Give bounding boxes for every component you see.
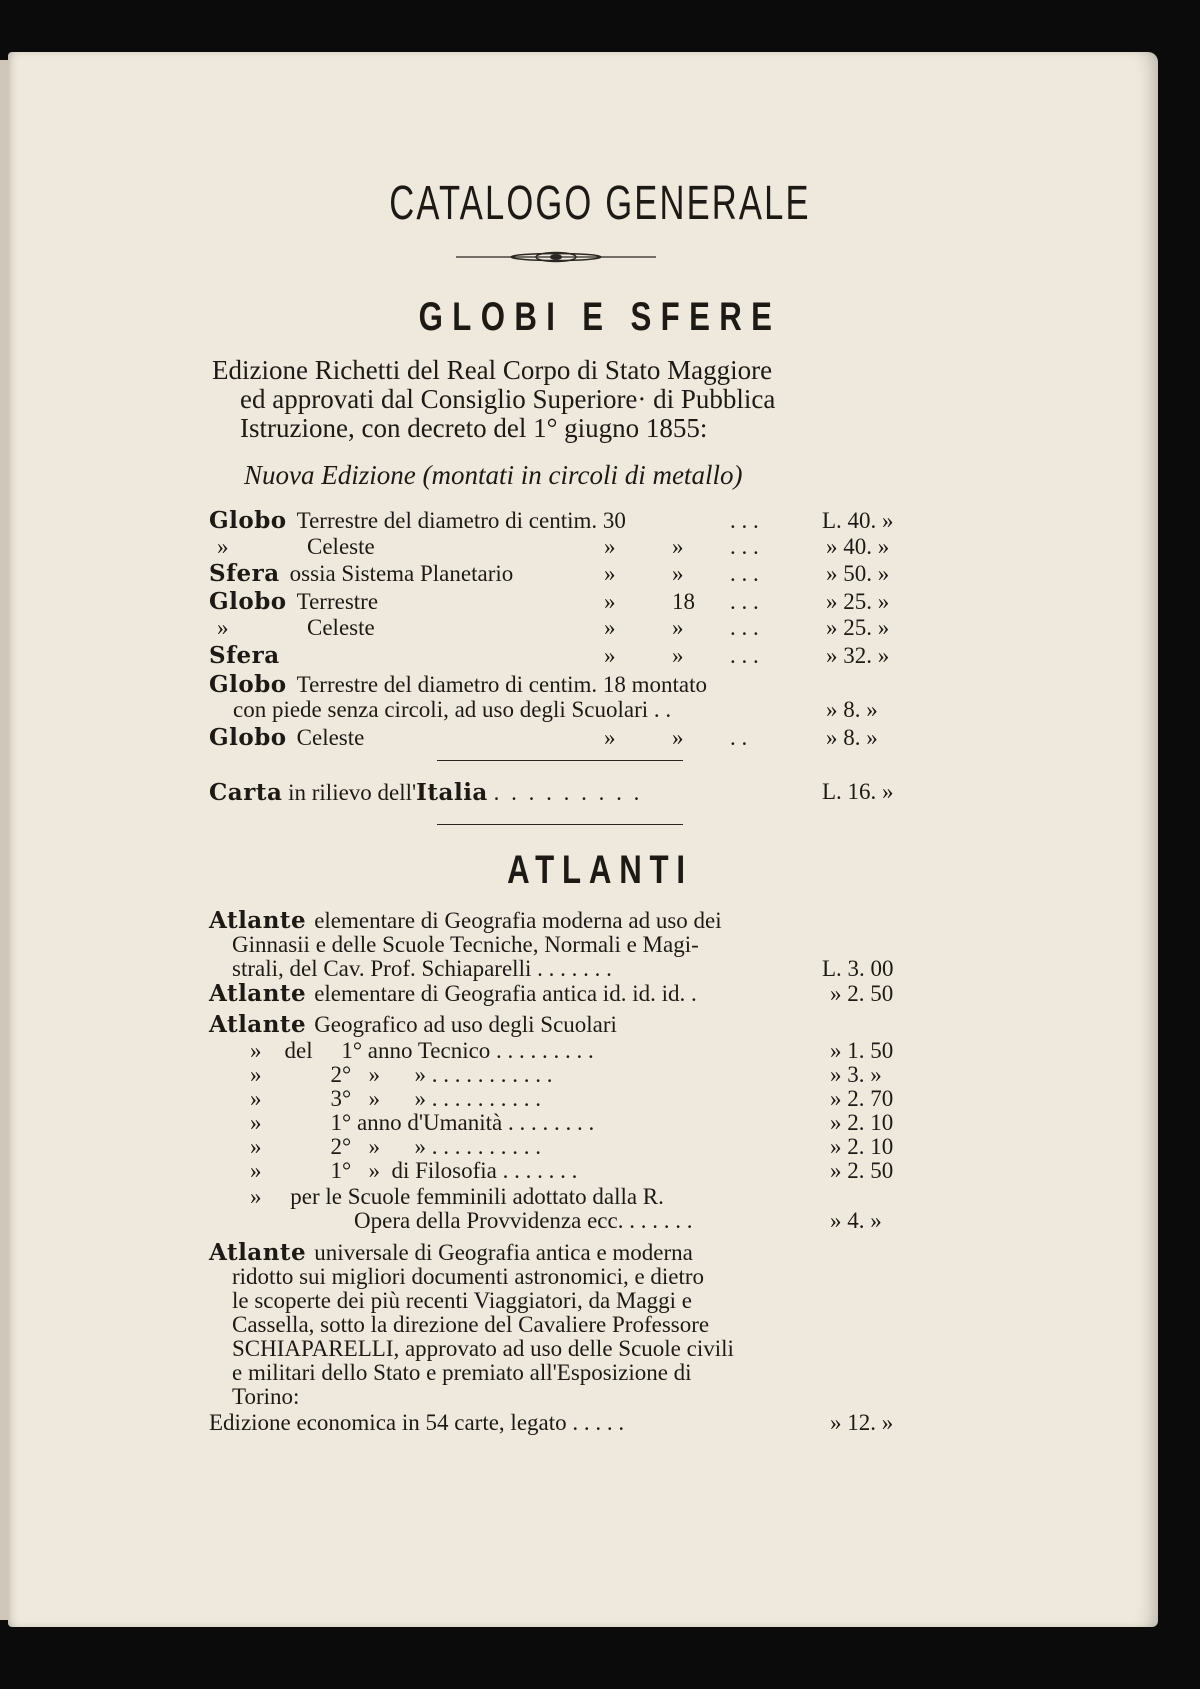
ditto-mark: » [604, 615, 616, 640]
ditto-mark: » [604, 725, 616, 750]
entry-text: Ginnasii e delle Scuole Tecniche, Normali e Magi- [232, 932, 699, 957]
atlanti-line [250, 1038, 594, 1064]
leader-dots: . . . [730, 534, 759, 559]
atlanti-line [209, 1240, 693, 1266]
entry-price: » 3. » [830, 1062, 882, 1087]
entry-text: universale di Geografia antica e moderna [314, 1240, 693, 1265]
globi-entry [209, 615, 375, 641]
globi-entry [209, 697, 671, 723]
atlanti-line [232, 1264, 704, 1290]
entry-text: e militari dello Stato e premiato all'Esposizione di [232, 1360, 692, 1385]
atlanti-line [232, 956, 612, 982]
entry-name: Sfera [209, 642, 280, 669]
entry-text: ridotto sui migliori documenti astronomici, e dietro [232, 1264, 705, 1289]
entry-price: » 25. » [826, 615, 890, 640]
entry-desc: Celeste [307, 615, 375, 640]
atlanti-line [232, 932, 699, 958]
entry-name: » [217, 534, 229, 559]
entry-price: L. 3. 00 [822, 956, 894, 981]
atlanti-line [209, 981, 697, 1007]
carta-entry [209, 780, 642, 806]
entry-text: Opera della Provvidenza ecc. . . . . . . [354, 1208, 693, 1233]
entry-desc: Terrestre del diametro di centim. 18 montato [296, 672, 707, 697]
atlanti-line [354, 1208, 692, 1234]
entry-text: » del 1° anno Tecnico . . . . . . . . . [250, 1038, 594, 1063]
entry-text: SCHIAPARELLI, approvato ad uso delle Scuole civili [232, 1336, 734, 1361]
entry-text: strali, del Cav. Prof. Schiaparelli . . . . . . . [232, 956, 612, 981]
globi-entry [209, 672, 707, 698]
divider [437, 760, 683, 761]
entry-size: » [672, 561, 684, 586]
leader-dots: . . . [730, 589, 759, 614]
atlanti-line [250, 1184, 664, 1210]
entry-text: » 2° » » . . . . . . . . . . [250, 1134, 541, 1159]
entry-text: Cassella, sotto la direzione del Cavaliere Professore [232, 1312, 710, 1337]
ditto-mark: » [604, 534, 616, 559]
atlanti-line [250, 1158, 577, 1184]
entry-size: » [672, 534, 684, 559]
entry-name: Globo [209, 724, 287, 751]
entry-price: » 40. » [826, 534, 890, 559]
entry-desc: Celeste [307, 534, 375, 559]
entry-text: Torino: [232, 1384, 300, 1409]
entry-text: le scoperte dei più recenti Viaggiatori, da Maggi e [232, 1288, 692, 1313]
entry-name: Carta [209, 779, 283, 806]
globi-entry [209, 589, 378, 615]
entry-size: » [672, 643, 684, 668]
globi-entry [209, 643, 290, 669]
ditto-mark: » [604, 643, 616, 668]
entry-desc: Terrestre del diametro di centim. 30 [296, 508, 626, 533]
ornament-divider-icon [456, 250, 656, 264]
entry-price: » 2. 50 [830, 1158, 894, 1183]
intro-line: Edizione Richetti del Real Corpo di Stato Maggiore [212, 355, 773, 385]
entry-desc: Terrestre [296, 589, 379, 614]
atlanti-line [209, 1410, 624, 1436]
entry-size: 18 [672, 589, 695, 614]
entry-price: » 1. 50 [830, 1038, 894, 1063]
entry-name: Atlante [209, 907, 307, 934]
entry-name: Globo [209, 507, 287, 534]
entry-name: Globo [209, 671, 287, 698]
atlanti-line [232, 1312, 709, 1338]
entry-desc: Celeste [296, 725, 365, 750]
entry-name: Atlante [209, 980, 307, 1007]
catalog-title: CATALOGO GENERALE [389, 177, 811, 230]
atlanti-line [250, 1110, 594, 1136]
section-heading-atlanti: ATLANTI [507, 848, 693, 892]
divider [437, 824, 683, 825]
leader-dots: . . [730, 725, 748, 750]
entry-price: » 32. » [826, 643, 890, 668]
entry-text: » 1° » di Filosofia . . . . . . . [250, 1158, 578, 1183]
globi-entry [209, 725, 364, 751]
catalog-page [8, 52, 1158, 1627]
entry-price: » 2. 50 [830, 981, 894, 1006]
globi-entry [209, 561, 513, 587]
entry-price: » 2. 10 [830, 1134, 894, 1159]
section-heading-globi: GLOBI E SFERE [418, 295, 782, 339]
leader-dots: . . . . . . . . . [493, 780, 643, 805]
ditto-mark: » [604, 561, 616, 586]
entry-text: » 3° » » . . . . . . . . . . [250, 1086, 541, 1111]
entry-text: » 1° anno d'Umanità . . . . . . . . [250, 1110, 595, 1135]
leader-dots: . . . [730, 508, 759, 533]
entry-price: » 8. » [826, 697, 878, 722]
leader-dots: . . . [730, 643, 759, 668]
intro-line: Istruzione, con decreto del 1° giugno 1855: [240, 413, 708, 443]
atlanti-line [209, 1012, 617, 1038]
globi-entry [209, 534, 375, 560]
atlanti-line [250, 1062, 552, 1088]
entry-size: » [672, 725, 684, 750]
carta-price: L. 16. » [822, 779, 894, 804]
entry-price: » 25. » [826, 589, 890, 614]
entry-size: » [672, 615, 684, 640]
entry-price: » 4. » [830, 1208, 882, 1233]
leader-dots: . . . [730, 561, 759, 586]
atlanti-line [232, 1288, 692, 1314]
ditto-mark: » [604, 589, 616, 614]
entry-name: Sfera [209, 560, 280, 587]
atlanti-line [232, 1384, 299, 1410]
globi-entry [209, 508, 626, 534]
entry-price: L. 40. » [822, 508, 894, 533]
entry-desc: in rilievo dell' [288, 780, 417, 805]
leader-dots: . . . [730, 615, 759, 640]
entry-price: » 2. 70 [830, 1086, 894, 1111]
entry-price: » 2. 10 [830, 1110, 894, 1135]
entry-text: » 2° » » . . . . . . . . . . . [250, 1062, 553, 1087]
entry-name: » [217, 615, 229, 640]
entry-text: elementare di Geografia moderna ad uso dei [314, 908, 722, 933]
entry-text: Geografico ad uso degli Scuolari [314, 1012, 617, 1037]
entry-text: elementare di Geografia antica id. id. id. . [314, 981, 697, 1006]
entry-price: » 12. » [830, 1410, 894, 1435]
entry-name: Atlante [209, 1239, 307, 1266]
atlanti-line [232, 1336, 734, 1362]
entry-price: » 50. » [826, 561, 890, 586]
atlanti-line [209, 908, 722, 934]
entry-text: Edizione economica in 54 carte, legato . . . . . [209, 1410, 625, 1435]
entry-place: Italia [416, 779, 488, 806]
entry-name: Atlante [209, 1011, 307, 1038]
atlanti-line [250, 1086, 541, 1112]
atlanti-line [250, 1134, 541, 1160]
entry-price: » 8. » [826, 725, 878, 750]
atlanti-line [232, 1360, 692, 1386]
entry-desc: con piede senza circoli, ad uso degli Scuolari . . [233, 697, 672, 722]
entry-desc: ossia Sistema Planetario [289, 561, 514, 586]
entry-text: » per le Scuole femminili adottato dalla R. [250, 1184, 664, 1209]
edition-note: Nuova Edizione (montati in circoli di metallo) [244, 460, 743, 490]
entry-name: Globo [209, 588, 287, 615]
intro-line: ed approvati dal Consiglio Superiore· di Pubblica [240, 384, 776, 414]
